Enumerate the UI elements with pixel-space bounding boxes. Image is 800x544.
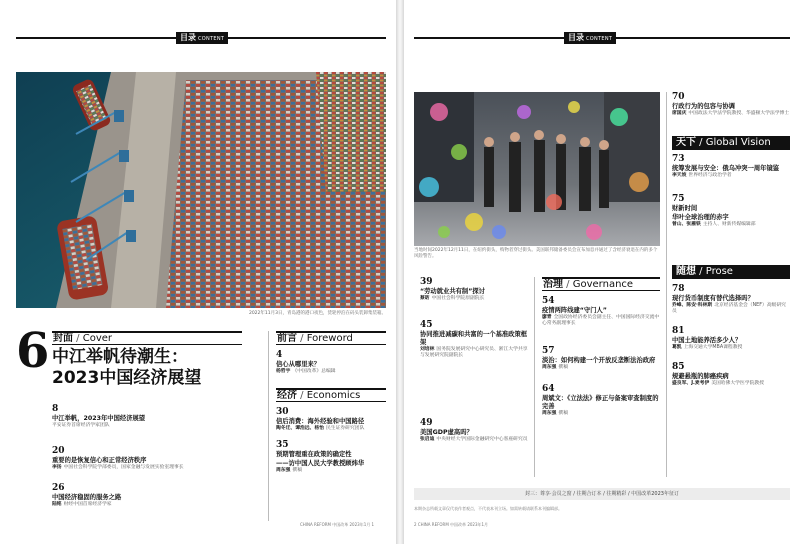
entry-page: 30: [276, 407, 289, 417]
left-page: [0, 0, 396, 544]
entry-author-name: 曾山、张雁铁: [672, 222, 701, 227]
column-divider: [268, 331, 269, 521]
cover-section-header: 封面 / Cover: [52, 331, 242, 345]
right-disclaimer: 本期杂志所载文章仅代表作者观点，不代表本刊立场。如需转载请联系本刊编辑部。: [414, 506, 562, 511]
governance-heading-en: Governance: [572, 279, 634, 290]
entry-page: 78: [672, 284, 685, 294]
right-header: [414, 32, 790, 44]
toc-entry[interactable]: [52, 446, 252, 471]
header-label-en: CONTENT: [586, 36, 613, 42]
column-divider: [666, 92, 667, 477]
economics-section-header: 经济 / Economics: [276, 388, 386, 402]
entry-title: 疫情两阵线建“守门人”: [542, 307, 607, 314]
entry-title: 协同推进减碳和共富的一个基准政策框架: [420, 331, 528, 346]
entry-author-desc: 平安证券首席经济学家团队: [52, 423, 110, 428]
header-label-zh: 目录: [180, 33, 196, 42]
right-page: [404, 0, 800, 544]
entry-page: 45: [420, 320, 433, 330]
entry-author-name: 廖青: [542, 315, 552, 320]
entry-author-name: 盛良军、J.麦考伊: [672, 381, 710, 386]
header-rule-right: [224, 37, 386, 39]
entry-author-name: 葛凯: [672, 345, 682, 350]
toc-entry[interactable]: [420, 418, 528, 443]
entry-title: 重要的是恢复信心和正常经济秩序: [52, 457, 147, 464]
left-photo-caption: 2022年11月3日，青岛港的港口夜色，货轮停泊在码头装卸集装箱。: [248, 311, 386, 316]
entry-page: 35: [276, 440, 289, 450]
cover-page-number: 6: [16, 323, 50, 379]
entry-author-name: 周东强: [276, 468, 291, 473]
prose-heading-en: Prose: [705, 266, 733, 277]
entry-page: 81: [672, 326, 685, 336]
entry-author-desc: 美国哈佛大学医学院教授: [711, 381, 764, 386]
entry-author-desc: 《中国改革》总编辑: [292, 369, 336, 374]
toc-entry[interactable]: [672, 362, 790, 387]
entry-author-desc: 中国社会科学院学部委员，国家金融与发展实验室理事长: [63, 465, 184, 470]
entry-page: 39: [420, 277, 433, 287]
entry-page: 64: [542, 384, 555, 394]
entry-author-name: 陆铭: [52, 502, 62, 507]
economics-heading-en: Economics: [306, 390, 361, 401]
entry-page: 20: [52, 446, 65, 456]
entry-page: 4: [276, 350, 283, 360]
street-shoppers-photo: [414, 92, 660, 246]
entry-title: 中国土地能养活多少人？: [672, 337, 742, 344]
entry-author-name: 蔡昉: [420, 296, 430, 301]
cover-story-title: [52, 347, 262, 389]
entry-page: 26: [52, 483, 65, 493]
book-gutter: [396, 0, 404, 544]
entry-author-name: 李扬: [52, 465, 62, 470]
left-page-footer: CHINA REFORM 中国改革 2023年1月 1: [300, 522, 375, 527]
entry-author-desc: 北京经济基金会（NEF）高级研究员: [672, 303, 786, 314]
header-rule-left: [414, 37, 564, 39]
toc-entry[interactable]: [420, 320, 528, 359]
entry-author-desc: 撰稿: [292, 468, 303, 473]
cover-title-line2: 2023中国经济展望: [52, 368, 202, 388]
entry-page: 75: [672, 194, 685, 204]
toc-entry[interactable]: [672, 154, 790, 179]
toc-entry[interactable]: [672, 92, 790, 117]
prose-heading-zh: 随想: [676, 266, 696, 277]
header-rule-left: [16, 37, 176, 39]
global-heading-zh: 天下: [676, 137, 696, 148]
entry-title: 淡治：如何构建一个开放反垄断法治政府: [542, 357, 656, 364]
left-header: [16, 32, 386, 44]
entry-title: 预期管理重在政策的确定性: [276, 451, 352, 458]
entry-title: 信心从哪里来？: [276, 361, 321, 368]
entry-page: 8: [52, 404, 59, 414]
toc-entry[interactable]: [672, 284, 790, 315]
toc-entry[interactable]: [542, 296, 660, 327]
entry-author-name: 刘培林: [420, 347, 435, 352]
entry-author-desc: 中国政法大学法学院教授、华盛顿大学法学博士: [688, 111, 790, 116]
toc-entry[interactable]: [672, 326, 790, 351]
right-page-footer: 2 CHINA REFORM 中国改革 2023年1月: [414, 522, 489, 527]
column-divider: [534, 277, 535, 477]
foreword-heading-en: Foreword: [306, 333, 353, 344]
cover-heading-en: Cover: [82, 333, 113, 344]
entry-author-desc: 财经中国首席经济学家: [63, 502, 112, 507]
entry-author-name: 乔峰、陈安·科林斯: [672, 303, 713, 308]
entry-author-desc: 中央财经大学国际金融研究中心客座研究员: [436, 437, 528, 442]
cover-title-line1: 中江举帆待潮生：: [52, 347, 188, 367]
global-section-header: 天下 / Global Vision: [672, 136, 790, 150]
entry-page: 49: [420, 418, 433, 428]
entry-author-desc: 中国社会科学院原副院长: [431, 296, 485, 301]
header-label-en: CONTENT: [198, 36, 225, 42]
entry-page: 70: [672, 92, 685, 102]
economics-heading-zh: 经济: [277, 390, 297, 401]
governance-section-header: 治理 / Governance: [542, 277, 660, 291]
toc-entry[interactable]: [52, 404, 252, 429]
entry-title: 行政行为的包容与协调: [672, 103, 735, 110]
entry-author-desc: 全国政协经济委员会副主任、中国国际经济交流中心常务副理事长: [542, 315, 660, 326]
toc-entry[interactable]: [276, 350, 386, 375]
entry-page: 57: [542, 346, 555, 356]
toc-entry[interactable]: [542, 346, 660, 371]
entry-title: 规避悬瓶的肺癌疾病: [672, 373, 729, 380]
street-photo-illustration: [414, 92, 660, 246]
entry-author-name: 李天坡: [672, 173, 687, 178]
right-photo-caption: 当地时间2022年12月11日，在纽约街头，购物者穿过街头。美国联邦储备委员会宣布加息并通过了含经济衰退在内的多个风险警告。: [414, 248, 658, 259]
port-aerial-photo: [16, 72, 386, 308]
governance-heading-zh: 治理: [543, 279, 563, 290]
entry-title: 美国GDP虚高吗？: [420, 429, 473, 436]
header-rule-right: [612, 37, 790, 39]
toc-entry[interactable]: [276, 407, 386, 432]
entry-author-desc: 上海交通大学MBA课程教授: [683, 345, 743, 350]
toc-entry[interactable]: [420, 277, 528, 302]
entry-title: 现行货币制度有替代选择吗？: [672, 295, 754, 302]
entry-title-line2: 华叶全球治理的赤字: [672, 214, 729, 221]
entry-title-line2: ——访中国人民大学教授顾炜华: [276, 460, 365, 467]
entry-title: 信后消费：海外经验和中国路径: [276, 418, 365, 425]
entry-author-name: 周东强: [542, 411, 557, 416]
entry-title: 中国经济稳固的服务之路: [52, 494, 122, 501]
entry-author-desc: 国务院发展研究中心研究员、浙江大学共享与发展研究院副院长: [420, 347, 528, 358]
entry-author-name: 张启迪: [420, 437, 435, 442]
toc-entry[interactable]: [276, 440, 386, 474]
entry-author-name: 杨哲宇: [276, 369, 291, 374]
entry-author-name: 周东强: [542, 365, 557, 370]
prose-section-header: 随想 / Prose: [672, 265, 790, 279]
entry-page: 85: [672, 362, 685, 372]
entry-page: 73: [672, 154, 685, 164]
header-tag: [176, 32, 228, 44]
back-matter-bar: 封三：尊享·会员之窗 / 往期合订本 / 往期精彩 / 中国改革2023年征订: [414, 488, 790, 500]
entry-title: 统筹发展与安全：俄乌冲突一周年镜鉴: [672, 165, 780, 172]
entry-author-name: 席国庆: [672, 111, 687, 116]
entry-author-desc: 民生证券研究团队: [325, 426, 365, 431]
entry-title: “劳动就业共有制”探讨: [420, 288, 485, 295]
header-tag: [564, 32, 616, 44]
entry-page: 54: [542, 296, 555, 306]
entry-author-desc: 撰稿: [558, 411, 569, 416]
global-heading-en: Global Vision: [705, 137, 771, 148]
toc-entry[interactable]: [542, 384, 660, 417]
toc-entry[interactable]: [52, 483, 252, 508]
foreword-section-header: 前言 / Foreword: [276, 331, 386, 345]
header-label-zh: 目录: [568, 33, 584, 42]
foreword-heading-zh: 前言: [277, 333, 297, 344]
entry-author-desc: 主持人、财新传媒编辑部: [702, 222, 756, 227]
toc-entry[interactable]: [672, 194, 790, 228]
port-photo-illustration: [16, 72, 386, 308]
entry-title: 财新时间: [672, 205, 698, 212]
entry-author-desc: 世界经济与政治学者: [688, 173, 732, 178]
entry-author-desc: 撰稿: [558, 365, 569, 370]
entry-title: 中江举帆，2023年中国经济展望: [52, 415, 146, 422]
entry-title: 周斌文：《立法法》修正与备案审查制度的完善: [542, 395, 659, 410]
entry-author-name: 陶冬迁、谭浩远、杨怡: [276, 426, 324, 431]
cover-heading-zh: 封面: [53, 333, 73, 344]
